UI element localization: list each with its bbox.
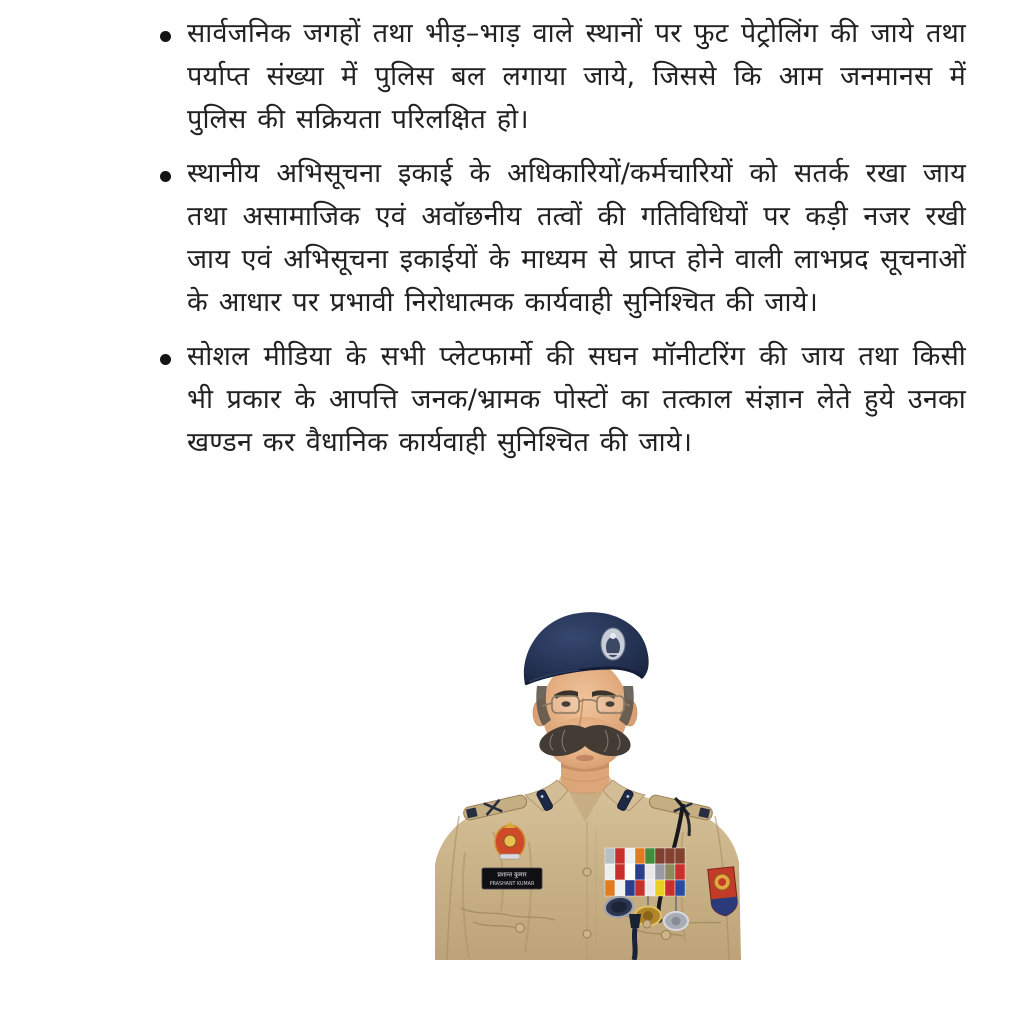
list-item [160, 12, 966, 141]
officer-portrait [433, 610, 743, 960]
list-item [160, 335, 966, 464]
bullet-text: सोशल मीडिया के सभी प्लेटफार्मो की सघन मॉनीटरिंग की जाय तथा किसी भी प्रकार के आपत्ति जनक/भ्रामक पोस्टों का तत्काल संज्ञान लेते हुये उनका खण्डन कर वैधानिक कार्यवाही सुनिश्चित की जाये। [187, 341, 966, 458]
bullet-list [160, 12, 966, 475]
bullet-icon [160, 31, 171, 42]
bullet-text: सार्वजनिक जगहों तथा भीड़–भाड़ वाले स्थानों पर फुट पेट्रोलिंग की जाये तथा पर्याप्त संख्या में पुलिस बल लगाया जाये, जिससे कि आम जनमानस में पुलिस की सक्रियता परिलक्षित हो। [187, 18, 966, 135]
list-item [160, 152, 966, 324]
medal-ribbons [605, 848, 685, 896]
name-plate-english: PRASHANT KUMAR [489, 882, 535, 887]
name-plate-hindi: प्रशान्त कुमार [497, 871, 527, 879]
bullet-icon [160, 171, 171, 182]
beret-badge-icon [601, 628, 625, 660]
name-plate [482, 868, 542, 889]
bullet-icon [160, 354, 171, 365]
bullet-text: स्थानीय अभिसूचना इकाई के अधिकारियों/कर्मचारियों को सतर्क रखा जाय तथा असामाजिक एवं अवॉछनीय तत्वों की गतिविधियों पर कड़ी नजर रखी जाय एवं अभिसूचना इकाईयों के माध्यम से प्राप्त होने वाली लाभप्रद सूचनाओं के आधार पर प्रभावी निरोधात्मक कार्यवाही सुनिश्चित की जाये। [187, 158, 966, 318]
